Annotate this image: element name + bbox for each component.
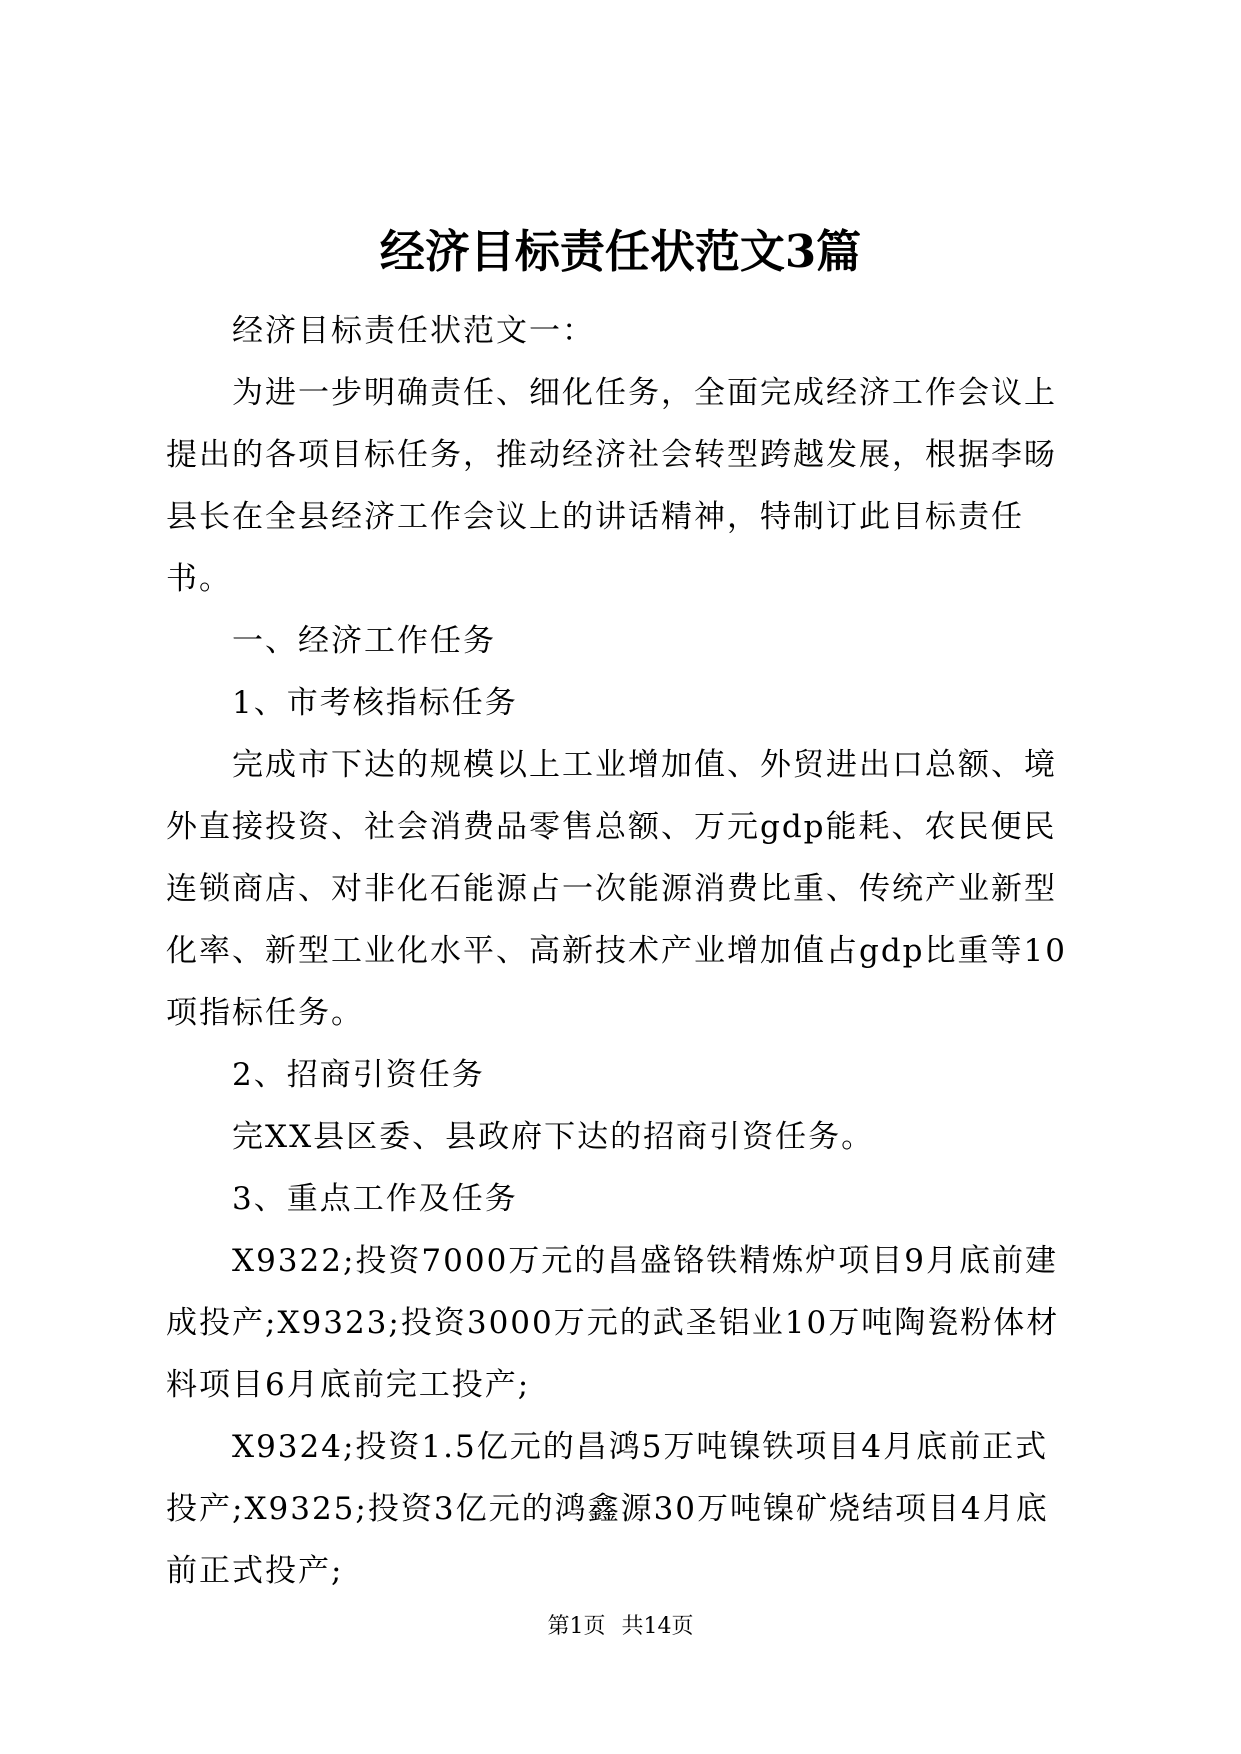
paragraph-intro: 为进一步明确责任、细化任务，全面完成经济工作会议上提出的各项目标任务，推动经济社会转型跨越发展，根据李旸县长在全县经济工作会议上的讲话精神，特制订此目标责任书。 bbox=[166, 375, 1057, 597]
paragraph-section-heading: 经济目标责任状范文一： bbox=[232, 313, 595, 349]
document-title: 经济目标责任状范文3篇 bbox=[379, 225, 862, 278]
paragraph-heading-city-indicators: 1、市考核指标任务 bbox=[232, 685, 518, 721]
paragraph-investment: 完XX县区委、县政府下达的招商引资任务。 bbox=[232, 1119, 875, 1155]
page-total: 共14页 bbox=[621, 1614, 694, 1639]
page-footer bbox=[0, 1612, 1241, 1642]
paragraph-heading-economic-tasks: 一、经济工作任务 bbox=[232, 623, 496, 659]
paragraph-city-indicators: 完成市下达的规模以上工业增加值、外贸进出口总额、境外直接投资、社会消费品零售总额、万元gdp能耗、农民便民连锁商店、对非化石能源占一次能源消费比重、传统产业新型化率、新型工业化水平、高新技术产业增加值占gdp比重等10项指标任务。 bbox=[166, 747, 1067, 1031]
paragraph-projects-2: X9324;投资1.5亿元的昌鸿5万吨镍铁项目4月底前正式投产;X9325;投资3亿元的鸿鑫源30万吨镍矿烧结项目4月底前正式投产; bbox=[166, 1429, 1049, 1589]
paragraph-heading-investment: 2、招商引资任务 bbox=[232, 1057, 485, 1093]
page-number: 第1页 bbox=[547, 1614, 606, 1639]
paragraph-projects-1: X9322;投资7000万元的昌盛铬铁精炼炉项目9月底前建成投产;X9323;投资3000万元的武圣铝业10万吨陶瓷粉体材料项目6月底前完工投产; bbox=[166, 1243, 1060, 1403]
paragraph-heading-key-work: 3、重点工作及任务 bbox=[232, 1181, 518, 1217]
document-body bbox=[166, 300, 1076, 1602]
